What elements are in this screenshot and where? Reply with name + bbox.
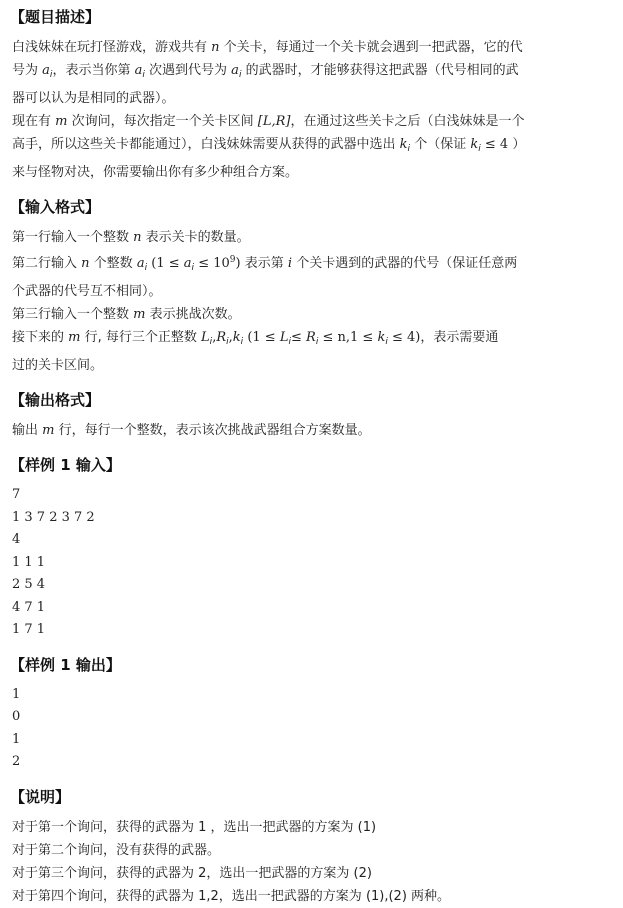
text: 表示第: [244, 256, 284, 271]
math-m: m: [133, 307, 146, 322]
sample-input-line: 1 1 1: [12, 554, 46, 570]
text: 次遇到代号为: [149, 63, 228, 78]
math-cond: ≤ 4 ）: [484, 137, 526, 152]
math-R: R: [216, 330, 227, 345]
sample-input-line: 1 3 7 2 3 7 2: [12, 509, 95, 525]
math-sub: i: [49, 70, 53, 80]
text: 输出: [12, 423, 39, 438]
math-n: n: [133, 230, 142, 245]
text: 第三行输入一个整数: [12, 307, 130, 322]
math-sub: i: [191, 263, 195, 273]
math-k: k: [232, 330, 241, 345]
math-exp: 9: [229, 255, 236, 265]
math-sub: i: [226, 337, 229, 347]
math-a: a: [136, 256, 145, 271]
math-sub: i: [288, 337, 291, 347]
input-line: [12, 249, 611, 280]
description-line: 来与怪物对决，你需要输出你有多少种组合方案。: [12, 165, 299, 180]
math-sub: i: [144, 263, 148, 273]
text: ，在通过这些关卡之后（白浅妹妹是一个: [290, 114, 525, 129]
math-R: R: [306, 330, 316, 345]
math-cond: (1 ≤: [247, 330, 276, 345]
sample-input-title: 【样例 1 输入】: [10, 456, 121, 474]
math-a: a: [134, 63, 143, 78]
text: 接下来的: [12, 330, 65, 345]
output-line: [12, 419, 611, 442]
math-m: m: [68, 330, 81, 345]
sample-output-line: 1: [12, 686, 21, 702]
math-cond: ): [235, 256, 241, 271]
sample-input-section: [12, 454, 611, 642]
description-line: [12, 110, 611, 133]
text: 的武器时，才能够获得这把武器（代号相同的武: [245, 63, 519, 78]
math-sub: i: [385, 337, 388, 347]
text: 号为: [12, 63, 39, 78]
output-format-section: [12, 389, 611, 442]
input-line: 个武器的代号互不相同）。: [12, 284, 162, 299]
description-line: [12, 36, 611, 59]
math-sub: i: [240, 337, 244, 347]
math-range: [L,R]: [257, 114, 291, 129]
note-section: [12, 786, 611, 908]
sample-output-section: [12, 654, 611, 774]
math-cond: ≤ 10: [198, 256, 230, 271]
input-format-section: [12, 196, 611, 377]
math-sub: i: [238, 70, 242, 80]
math-sub: i: [209, 337, 213, 347]
sample-output-title: 【样例 1 输出】: [10, 655, 121, 674]
math-m: m: [55, 114, 68, 129]
text: 次询问，每次指定一个关卡区间: [71, 114, 254, 129]
description-section: [12, 6, 611, 184]
note-text: [12, 816, 611, 908]
text: 表示关卡的数量。: [145, 230, 250, 245]
text: 第一行输入一个整数: [12, 230, 130, 245]
math-sub: i: [407, 144, 411, 154]
text: 高手，所以这些关卡都能通过），白浅妹妹需要从获得的武器中选出: [12, 137, 396, 152]
math-k: k: [399, 137, 408, 152]
text: 个关卡遇到的武器的代号（保证任意两: [296, 256, 518, 271]
sample-output-block: [12, 684, 611, 774]
sample-input-block: [12, 484, 611, 642]
math-cond: ≤ n,1 ≤: [322, 330, 374, 345]
math-a: a: [42, 63, 50, 78]
text: 行，每行一个整数，表示该次挑战武器组合方案数量。: [58, 423, 371, 438]
input-line: 过的关卡区间。: [12, 358, 104, 373]
sample-input-line: 1 7 1: [12, 622, 46, 637]
text: 现在有: [12, 114, 52, 129]
math-sub: i: [142, 70, 145, 80]
math-n: n: [211, 40, 220, 55]
math-i: i: [287, 256, 293, 271]
math-cond: ≤: [291, 330, 302, 345]
input-format-title: 【输入格式】: [10, 198, 101, 216]
math-m: m: [42, 423, 55, 438]
sample-input-line: 4: [12, 532, 21, 547]
input-format-text: [12, 226, 611, 377]
output-format-title: 【输出格式】: [10, 391, 101, 409]
math-k: k: [470, 137, 479, 152]
description-line: [12, 133, 611, 161]
sample-input-line: 2 5 4: [12, 577, 46, 592]
note-line: 对于第一个询问，获得的武器为 1 ，选出一把武器的方案为 (1): [12, 819, 377, 835]
description-title: 【题目描述】: [10, 8, 101, 26]
math-a: a: [231, 63, 239, 78]
math-cond: ≤ 4): [392, 330, 421, 345]
math-k: k: [377, 330, 386, 345]
math-n: n: [81, 256, 90, 271]
text: ，表示需要通: [420, 330, 499, 345]
text: 个整数: [93, 256, 133, 271]
text: 白浅妹妹在玩打怪游戏，游戏共有: [12, 40, 208, 55]
sample-output-line: 2: [12, 754, 21, 769]
sample-input-line: 7: [12, 487, 21, 502]
text: ，表示当你第: [52, 63, 131, 78]
input-line: [12, 226, 611, 249]
input-line: [12, 303, 611, 326]
note-line: 对于第三个询问，获得的武器为 2，选出一把武器的方案为 (2): [12, 865, 372, 881]
text: 个关卡，每通过一个关卡就会遇到一把武器，它的代: [223, 40, 523, 55]
math-sub: i: [478, 144, 481, 154]
text: 表示挑战次数。: [149, 307, 241, 322]
math-a: a: [183, 256, 192, 271]
math-sub: i: [315, 337, 319, 347]
input-line: 接下来的 m 行, 每行三个正整数 $L_i,R_i,k_i$ $(1 \le L_i\le R_i \le n,1 \le k_i \le 4)$，表示需要通: [12, 330, 499, 347]
note-line: 对于第二个询问，没有获得的武器。: [12, 842, 221, 858]
sample-output-line: 0: [12, 709, 21, 724]
text: 行, 每行三个正整数: [84, 330, 197, 345]
note-line: 对于第四个询问，获得的武器为 1,2，选出一把武器的方案为 (1),(2) 两种。: [12, 888, 451, 904]
output-format-text: [12, 419, 611, 442]
text: 第二行输入: [12, 256, 78, 271]
description-line: 器可以认为是相同的武器）。: [12, 91, 175, 106]
note-title: 【说明】: [10, 787, 71, 806]
math-cond: (1 ≤: [151, 256, 180, 271]
description-text: [12, 36, 611, 184]
math-L: L: [279, 330, 289, 345]
description-line: [12, 59, 611, 87]
text: 个（保证: [414, 137, 467, 152]
sample-input-line: 4 7 1: [12, 599, 46, 615]
sample-output-line: 1: [12, 731, 21, 747]
math-L: L: [201, 330, 210, 345]
